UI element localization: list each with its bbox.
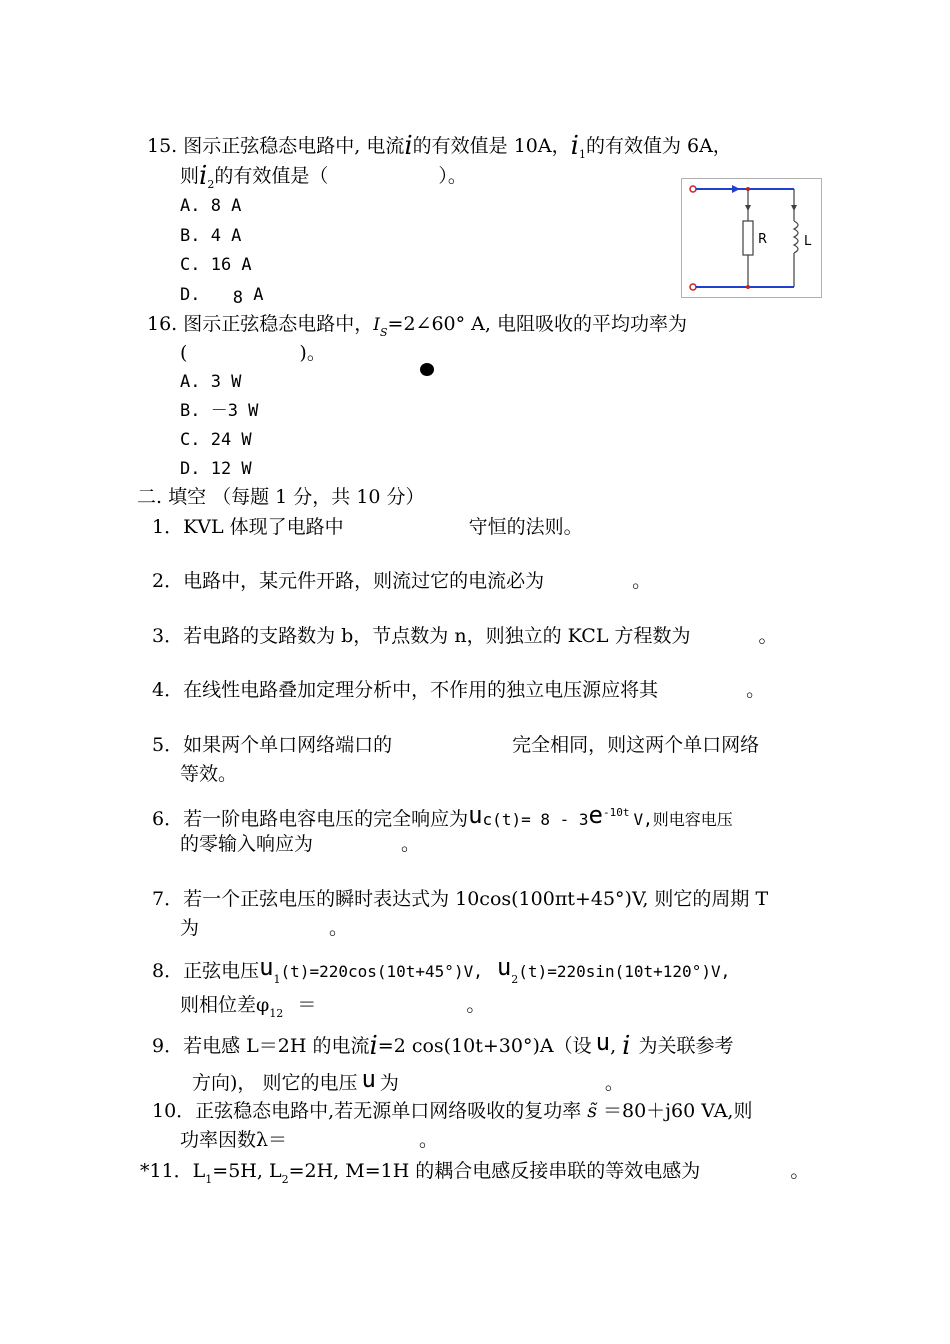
fill-9-g: 。 <box>604 1072 624 1094</box>
fill-8-a: 8．正弦电压 <box>152 960 260 982</box>
q15-option-d-value: 8 <box>232 288 243 308</box>
terminal-bottom <box>690 284 696 290</box>
q15-text-d: 则 <box>180 165 200 187</box>
fill-6-c: V,则电容电压 <box>633 810 733 829</box>
fill-4 <box>152 678 765 702</box>
fill-8-u2: u <box>496 953 512 981</box>
fill-6-cont <box>180 832 420 856</box>
fill-10-d: 。 <box>419 1129 439 1151</box>
fill-5 <box>152 733 759 757</box>
fill-10-b: ＝80＋j60 VA,则 <box>602 1100 753 1122</box>
fill-8-c: (t)=220sin(10t+120°)V, <box>518 962 731 981</box>
label-r: R <box>758 232 768 247</box>
q16-sub-s: S <box>379 326 388 339</box>
fill-6-end: 。 <box>401 833 421 855</box>
fill-8-b: (t)=220cos(10t+45°)V, <box>280 962 483 981</box>
fill-6 <box>152 801 733 832</box>
q15-option-c: C. 16 A <box>180 255 252 275</box>
fill-11-s1: 1 <box>205 1173 213 1186</box>
q16-option-d: D. 12 W <box>180 459 252 479</box>
fill-8-u1: u <box>259 953 274 981</box>
q16-text-b: =2∠60° A, 电阻吸收的平均功率为 <box>387 313 687 335</box>
fill-8 <box>152 955 730 992</box>
q16-paren-open: ( <box>180 342 188 364</box>
fill-11 <box>140 1159 809 1192</box>
fill-6-a: 6．若一阶电路电容电压的完全响应为 <box>152 808 469 830</box>
label-l: L <box>804 234 812 249</box>
fill-2-b: 。 <box>632 570 652 592</box>
q15-text-b: 的有效值是 10A， <box>412 135 571 157</box>
q15-text-e: 的有效值是（ <box>214 165 329 187</box>
fill-10-a: 10．正弦稳态电路中,若无源单口网络吸收的复功率 <box>152 1100 582 1122</box>
fill-7 <box>152 887 768 911</box>
circuit-diagram <box>682 179 821 297</box>
fill-10 <box>152 1099 752 1123</box>
terminal-top <box>690 186 696 192</box>
fill-3 <box>152 624 778 648</box>
fill-6-u: u <box>468 801 483 829</box>
q15-option-d-unit: A <box>253 285 264 305</box>
fill-7-b: 为 <box>180 917 200 939</box>
fill-9-i: i <box>369 1031 378 1061</box>
q15-option-b: B. 4 A <box>180 226 242 246</box>
fill-8-d: 则相位差φ <box>180 994 270 1016</box>
fill-5-b: 完全相同，则这两个单口网络 <box>512 734 760 756</box>
q16-option-a: A. 3 W <box>180 372 242 392</box>
q16-line2 <box>180 341 326 365</box>
q15-text-a: 15. 图示正弦稳态电路中, 电流 <box>147 135 405 157</box>
fill-10-c: 功率因数λ＝ <box>180 1129 288 1151</box>
fill-6-d: 的零输入响应为 <box>180 833 314 855</box>
fill-2-a: 2．电路中，某元件开路，则流过它的电流必为 <box>152 570 545 592</box>
fill-9-u2: u <box>361 1065 376 1093</box>
q15-symbol-i: i <box>404 131 413 161</box>
q15-option-d-label: D. <box>180 285 201 305</box>
q16-paren-close: )。 <box>299 342 326 364</box>
fill-3-b: 。 <box>758 625 778 647</box>
fill-4-b: 。 <box>746 679 766 701</box>
fill-9 <box>152 1028 734 1061</box>
fill-2 <box>152 569 651 593</box>
fill-9-a: 9．若电感 L＝2H 的电流 <box>152 1035 370 1057</box>
q15-text-f: ）。 <box>438 165 467 187</box>
fill-8-s2: 2 <box>511 973 519 986</box>
fill-1 <box>152 515 583 539</box>
fill-1-a: 1．KVL 体现了电路中 <box>152 516 344 538</box>
fill-6-e: e <box>588 801 603 829</box>
q15-sub2: 2 <box>207 178 215 191</box>
fill-9-e: 方向)， 则它的电压 <box>192 1072 358 1094</box>
fill-8-e: ＝ <box>297 994 317 1016</box>
fill-9-b: =2 cos(10t+30°)A（设 <box>377 1035 592 1057</box>
node-bottom <box>746 285 750 289</box>
fill-8-s1: 1 <box>273 973 281 986</box>
q15-line1 <box>147 131 732 167</box>
inductor <box>794 221 798 253</box>
q16-option-c: C. 24 W <box>180 430 252 450</box>
fill-7-a: 7．若一个正弦电压的瞬时表达式为 10cos(100πt+45°)V, 则它的周期 T <box>152 888 769 910</box>
fill-9-i2: i <box>622 1031 631 1061</box>
current-arrow-i2 <box>791 205 797 211</box>
q15-line2 <box>180 161 467 197</box>
current-arrow-i1 <box>745 205 751 211</box>
fill-11-a: *11．L <box>140 1160 206 1182</box>
fill-11-s2: 2 <box>281 1173 289 1186</box>
section2-title: 二. 填空 （每题 1 分，共 10 分） <box>137 486 425 508</box>
fill-9-c: , <box>610 1035 617 1057</box>
fill-9-d: 为关联参考 <box>638 1035 734 1057</box>
q16-option-b: B. －3 W <box>180 401 259 421</box>
fill-5-a: 5．如果两个单口网络端口的 <box>152 734 393 756</box>
q15-option-a: A. 8 A <box>180 196 242 216</box>
fill-8-s3: 12 <box>269 1007 284 1020</box>
fill-3-a: 3．若电路的支路数为 b，节点数为 n，则独立的 KCL 方程数为 <box>152 625 691 647</box>
q15-symbol-i2: i <box>199 161 208 191</box>
circuit-figure <box>681 178 822 298</box>
fill-9-cont <box>192 1067 624 1095</box>
fill-11-b: =5H, L <box>212 1160 282 1182</box>
fill-10-s: s̃ <box>587 1100 597 1122</box>
fill-9-f: 为 <box>379 1072 399 1094</box>
q15-symbol-i1: i <box>570 131 579 161</box>
current-arrow-i <box>732 185 740 193</box>
fill-5-cont: 等效。 <box>180 763 238 785</box>
fill-8-f: 。 <box>466 994 486 1016</box>
q15-text-c: 的有效值为 6A， <box>585 135 732 157</box>
ink-dot <box>420 363 434 376</box>
fill-9-u: u <box>595 1028 611 1056</box>
fill-7-c: 。 <box>329 917 349 939</box>
q16-text-a: 16. 图示正弦稳态电路中， <box>147 313 374 335</box>
q15-sub1: 1 <box>578 148 586 161</box>
resistor <box>743 221 753 255</box>
fill-6-exp: -10t <box>602 806 630 819</box>
q15-option-d <box>180 284 263 306</box>
fill-11-c: =2H, M=1H 的耦合电感反接串联的等效电感为 <box>288 1160 701 1182</box>
fill-1-b: 守恒的法则。 <box>468 516 583 538</box>
fill-8-cont <box>180 993 485 1026</box>
fill-11-d: 。 <box>790 1160 810 1182</box>
fill-10-cont <box>180 1128 438 1152</box>
fill-6-b: c(t)= 8 - 3 <box>482 810 589 829</box>
q16-symbol-is: I <box>373 315 380 335</box>
fill-4-a: 4．在线性电路叠加定理分析中，不作用的独立电压源应将其 <box>152 679 659 701</box>
fill-7-cont <box>180 916 348 940</box>
